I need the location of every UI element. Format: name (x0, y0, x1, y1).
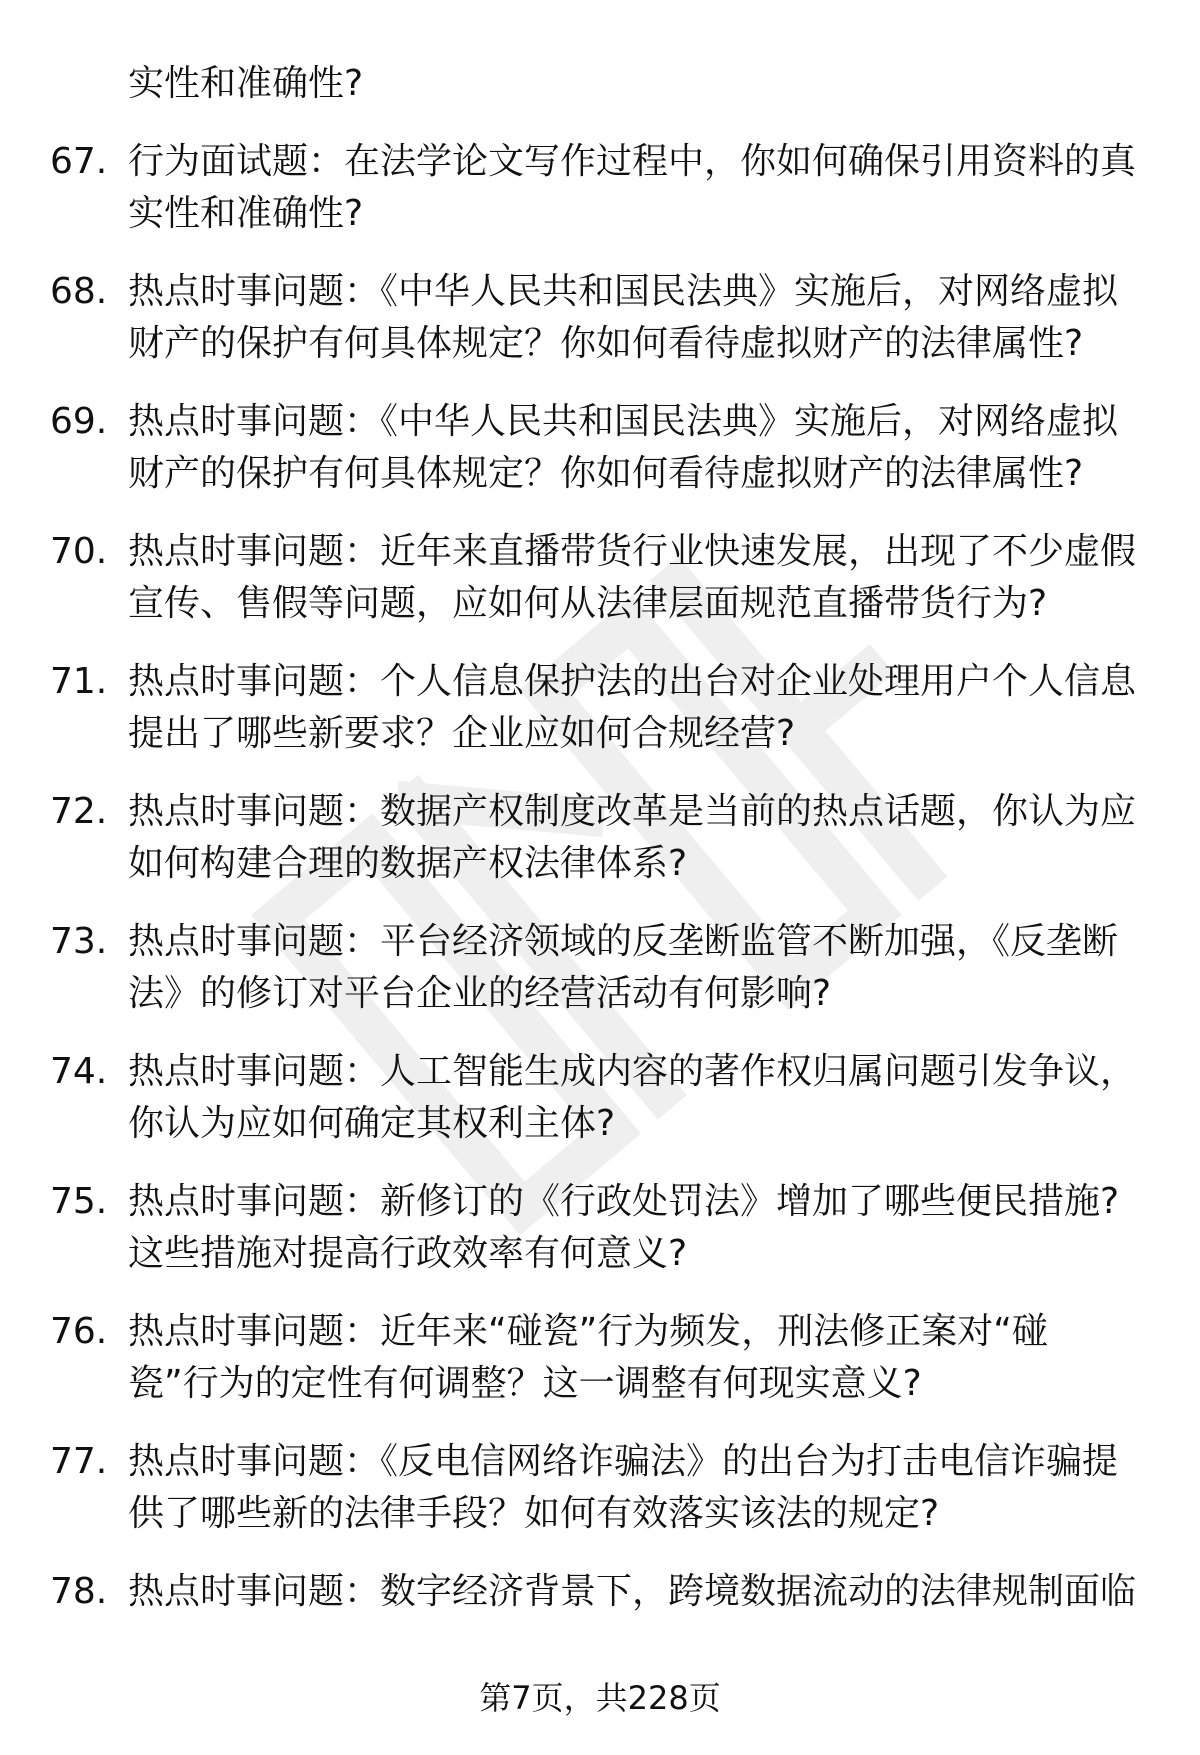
question-item (0, 1436, 1200, 1538)
question-number: 67. (50, 141, 108, 182)
question-number: 75. (50, 1181, 108, 1222)
question-item (0, 656, 1200, 758)
question-number: 71. (50, 661, 108, 702)
question-number: 69. (50, 401, 108, 442)
question-text-line-1: 热点时事问题：数据产权制度改革是当前的热点话题，你认为应 (128, 791, 1137, 832)
question-text-line-1: 行为面试题：在法学论文写作过程中，你如何确保引用资料的真 (128, 141, 1137, 182)
question-text-line-2: 财产的保护有何具体规定？你如何看待虚拟财产的法律属性? (128, 453, 1084, 494)
question-text-line-2: 瓷”行为的定性有何调整？这一调整有何现实意义? (128, 1363, 922, 1404)
question-text-line-1: 热点时事问题：近年来直播带货行业快速发展，出现了不少虚假 (128, 531, 1137, 572)
question-number: 76. (50, 1311, 108, 1352)
question-text-line-2: 财产的保护有何具体规定？你如何看待虚拟财产的法律属性? (128, 323, 1084, 364)
question-item (0, 136, 1200, 238)
question-text-line-1: 热点时事问题：近年来“碰瓷”行为频发，刑法修正案对“碰 (128, 1311, 1048, 1352)
question-text-line-2: 如何构建合理的数据产权法律体系? (128, 843, 688, 884)
question-item (0, 1176, 1200, 1278)
question-item (0, 1306, 1200, 1408)
question-text-line-1: 热点时事问题：数字经济背景下，跨境数据流动的法律规制面临 (128, 1571, 1137, 1612)
question-item (0, 786, 1200, 888)
question-number: 72. (50, 791, 108, 832)
question-number: 74. (50, 1051, 108, 1092)
question-item (0, 266, 1200, 368)
question-number: 73. (50, 921, 108, 962)
question-text-line-2: 提出了哪些新要求？企业应如何合规经营? (128, 713, 796, 754)
page-number-footer: 第7页，共228页 (479, 1679, 721, 1717)
question-text-line-1: 热点时事问题：《中华人民共和国民法典》实施后，对网络虚拟 (128, 401, 1119, 442)
question-text-line-2: 宣传、售假等问题，应如何从法律层面规范直播带货行为? (128, 583, 1048, 624)
question-list (0, 136, 1200, 1696)
question-text-line-1: 热点时事问题：新修订的《行政处罚法》增加了哪些便民措施? (128, 1181, 1120, 1222)
question-text-line-2: 法》的修订对平台企业的经营活动有何影响? (128, 973, 832, 1014)
question-text-line-2: 这些措施对提高行政效率有何意义? (128, 1233, 688, 1274)
question-item (0, 916, 1200, 1018)
question-text-line-1: 热点时事问题：平台经济领域的反垄断监管不断加强，《反垄断 (128, 921, 1119, 962)
question-number: 78. (50, 1571, 108, 1612)
question-item (0, 1566, 1200, 1668)
question-text-line-1: 热点时事问题：人工智能生成内容的著作权归属问题引发争议， (128, 1051, 1137, 1092)
question-number: 68. (50, 271, 108, 312)
question-text-line-1: 热点时事问题：个人信息保护法的出台对企业处理用户个人信息 (128, 661, 1137, 702)
question-item (0, 1046, 1200, 1148)
question-item (0, 526, 1200, 628)
question-number: 70. (50, 531, 108, 572)
question-text-line-2: 实性和准确性? (128, 193, 364, 234)
question-item (0, 396, 1200, 498)
question-text-line-1: 热点时事问题：《反电信网络诈骗法》的出台为打击电信诈骗提 (128, 1441, 1119, 1482)
question-number: 77. (50, 1441, 108, 1482)
question-text-line-1: 热点时事问题：《中华人民共和国民法典》实施后，对网络虚拟 (128, 271, 1119, 312)
question-text-line-2: 供了哪些新的法律手段？如何有效落实该法的规定? (128, 1493, 940, 1534)
question-text-line-2: 你认为应如何确定其权利主体? (128, 1103, 616, 1144)
continued-question-text: 实性和准确性? (128, 63, 364, 104)
